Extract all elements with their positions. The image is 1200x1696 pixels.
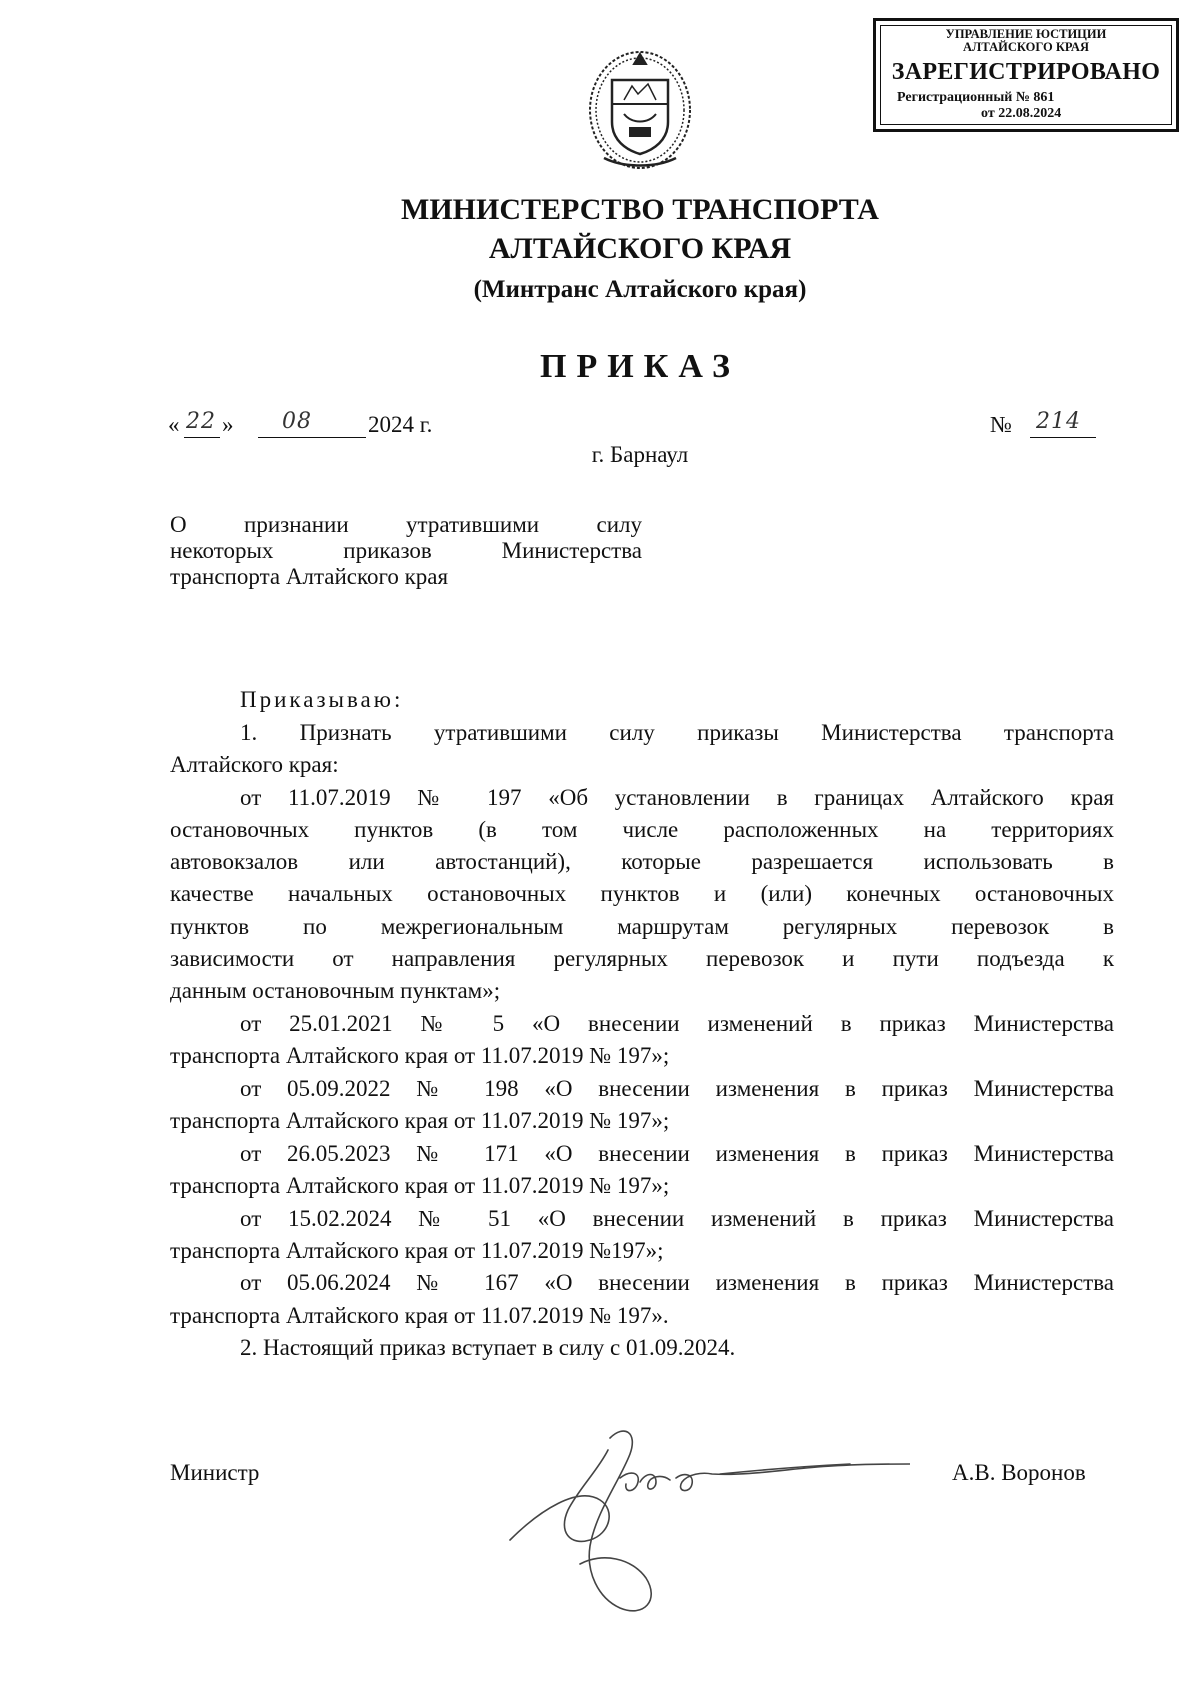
body-line: от 05.06.2024 № 167 «О внесении изменения в приказ Министерства [240, 1270, 1114, 1295]
body-line: 2. Настоящий приказ вступает в силу с 01.09.2024. [240, 1335, 736, 1360]
body-line: качестве начальных остановочных пунктов и (или) конечных остановочных [170, 881, 1114, 906]
document-type-title: ПРИКАЗ [540, 348, 740, 385]
coat-of-arms-emblem [580, 40, 700, 175]
body-line: от 11.07.2019 № 197 «Об установлении в границах Алтайского края [240, 785, 1114, 810]
body-line: транспорта Алтайского края от 11.07.2019 № 197»; [170, 1043, 670, 1068]
stamp-authority-line1: УПРАВЛЕНИЕ ЮСТИЦИИ [945, 27, 1107, 41]
body-line: транспорта Алтайского края от 11.07.2019 №197»; [170, 1238, 664, 1263]
body-line: остановочных пунктов (в том числе расположенных на территориях [170, 817, 1114, 842]
number-underline [1030, 437, 1096, 438]
registration-stamp [873, 18, 1179, 132]
body-line: транспорта Алтайского края от 11.07.2019 № 197»; [170, 1108, 670, 1133]
month-underline [258, 437, 366, 438]
body-line: от 26.05.2023 № 171 «О внесении изменения в приказ Министерства [240, 1141, 1114, 1166]
ministry-name-line2: АЛТАЙСКОГО КРАЯ [488, 232, 792, 265]
stamp-authority-line2: АЛТАЙСКОГО КРАЯ [963, 40, 1089, 54]
city-name: г. Барнаул [591, 442, 689, 467]
body-line: данным остановочным пунктам»; [170, 978, 501, 1003]
body-line: зависимости от направления регулярных перевозок и пути подъезда к [170, 946, 1114, 971]
subject-line: транспорта Алтайского края [170, 564, 449, 589]
handwritten-day: 22 [186, 409, 216, 434]
date-open-quote: « [168, 412, 180, 437]
subject-line: О признании утратившими силу [170, 512, 642, 537]
handwritten-signature [490, 1420, 910, 1630]
body-line: пунктов по межрегиональным маршрутам регулярных перевозок в [170, 914, 1114, 939]
body-line: транспорта Алтайского края от 11.07.2019 № 197». [170, 1303, 669, 1328]
ministry-short-name: (Минтранс Алтайского края) [473, 276, 807, 303]
stamp-status: ЗАРЕГИСТРИРОВАНО [891, 59, 1161, 85]
body-line: от 05.09.2022 № 198 «О внесении изменения в приказ Министерства [240, 1076, 1114, 1101]
stamp-reg-date: от 22.08.2024 [981, 106, 1062, 121]
body-line: от 15.02.2024 № 51 «О внесении изменений в приказ Министерства [240, 1206, 1114, 1231]
body-line: автовокзалов или автостанций), которые разрешается использовать в [170, 849, 1114, 874]
stamp-reg-number: Регистрационный № 861 [897, 90, 1055, 105]
document-number-label: № [990, 412, 1012, 437]
date-year: 2024 г. [368, 412, 433, 437]
body-line: 1. Признать утратившими силу приказы Министерства транспорта [240, 720, 1114, 745]
order-word: Приказываю: [240, 687, 404, 712]
subject-line: некоторых приказов Министерства [170, 538, 642, 563]
handwritten-month: 08 [282, 409, 312, 434]
signatory-position: Министр [170, 1460, 260, 1485]
day-underline [184, 437, 220, 438]
body-line: Алтайского края: [170, 752, 339, 777]
date-close-quote: » [222, 412, 234, 437]
ministry-name-line1: МИНИСТЕРСТВО ТРАНСПОРТА [401, 193, 879, 226]
signatory-name: А.В. Воронов [952, 1460, 1086, 1485]
body-line: транспорта Алтайского края от 11.07.2019 № 197»; [170, 1173, 670, 1198]
handwritten-number: 214 [1036, 409, 1081, 434]
body-line: от 25.01.2021 № 5 «О внесении изменений в приказ Министерства [240, 1011, 1114, 1036]
